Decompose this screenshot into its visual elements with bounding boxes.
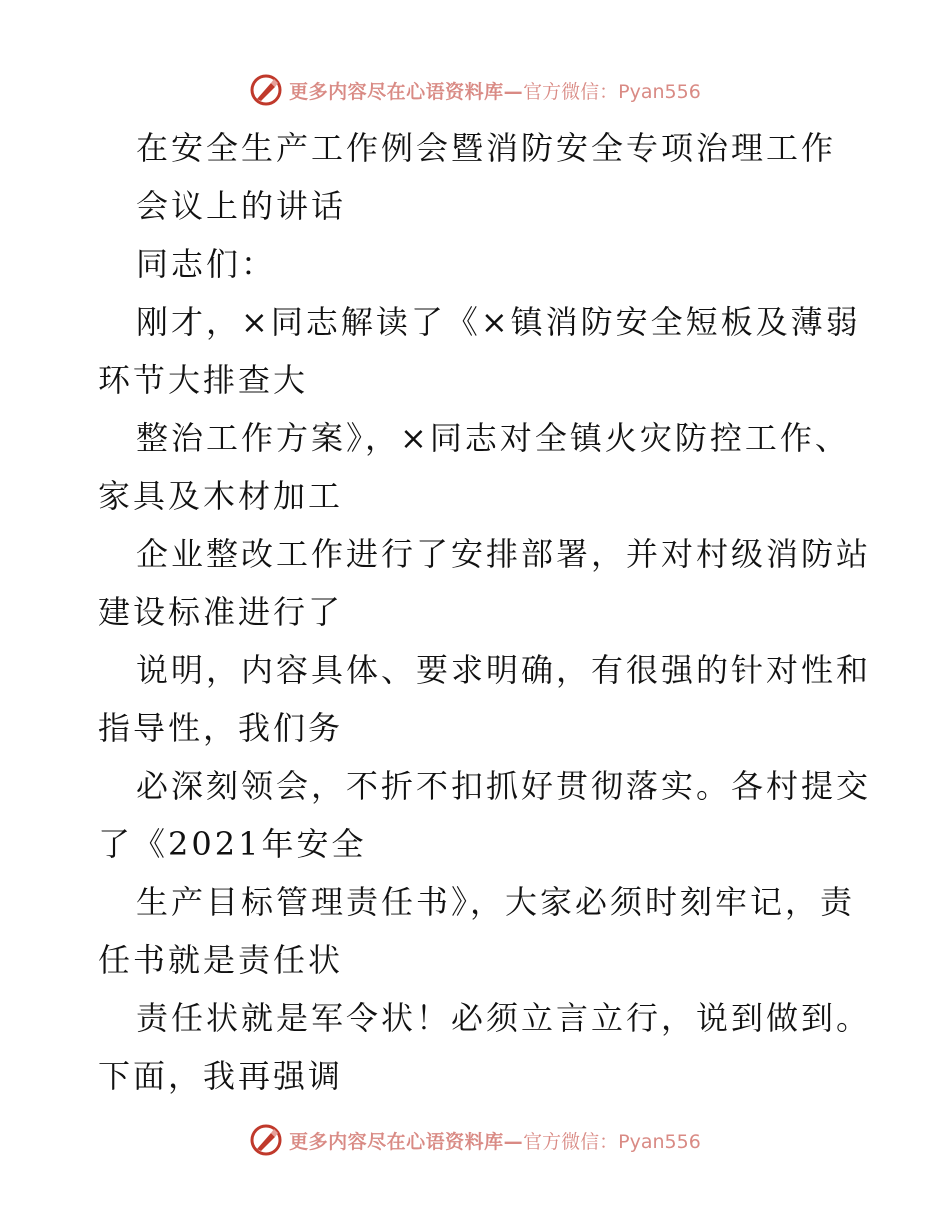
paragraph-line: 企业整改工作进行了安排部署，并对村级消防站 [136,535,872,573]
salutation: 同志们： [136,245,277,283]
footer-banner-wechat: 官方微信：Pyan556 [523,1130,701,1153]
paragraph-line: 生产目标管理责任书》，大家必须时刻牢记，责 [136,883,856,921]
paragraph-line: 任书就是责任状 [98,941,344,979]
paragraph-line: 下面，我再强调 [98,1057,344,1095]
paragraph-line: 责任状就是军令状！必须立言立行，说到做到。 [136,999,872,1037]
header-banner-text: 更多内容尽在心语资料库— [289,80,524,103]
paragraph-line: 了《2021年安全 [98,825,367,863]
footer-banner-text: 更多内容尽在心语资料库— [289,1130,524,1153]
paragraph-line: 说明，内容具体、要求明确，有很强的针对性和 [136,651,872,689]
paragraph-line: 家具及木材加工 [98,477,344,515]
title-line-1: 在安全生产工作例会暨消防安全专项治理工作 [136,129,837,167]
paragraph-line: 必深刻领会，不折不扣抓好贯彻落实。各村提交 [136,767,872,805]
paragraph-line: 环节大排查大 [98,361,309,399]
title-line-2: 会议上的讲话 [136,187,347,225]
paragraph-line: 建设标准进行了 [98,593,344,631]
pen-logo-icon [249,1123,283,1157]
paragraph-line: 整治工作方案》，×同志对全镇火灾防控工作、 [136,419,850,457]
footer-banner [0,1120,950,1160]
header-banner-wechat: 官方微信：Pyan556 [523,80,701,103]
paragraph-line: 指导性，我们务 [98,709,344,747]
paragraph-line: 刚才，×同志解读了《×镇消防安全短板及薄弱 [136,303,861,341]
